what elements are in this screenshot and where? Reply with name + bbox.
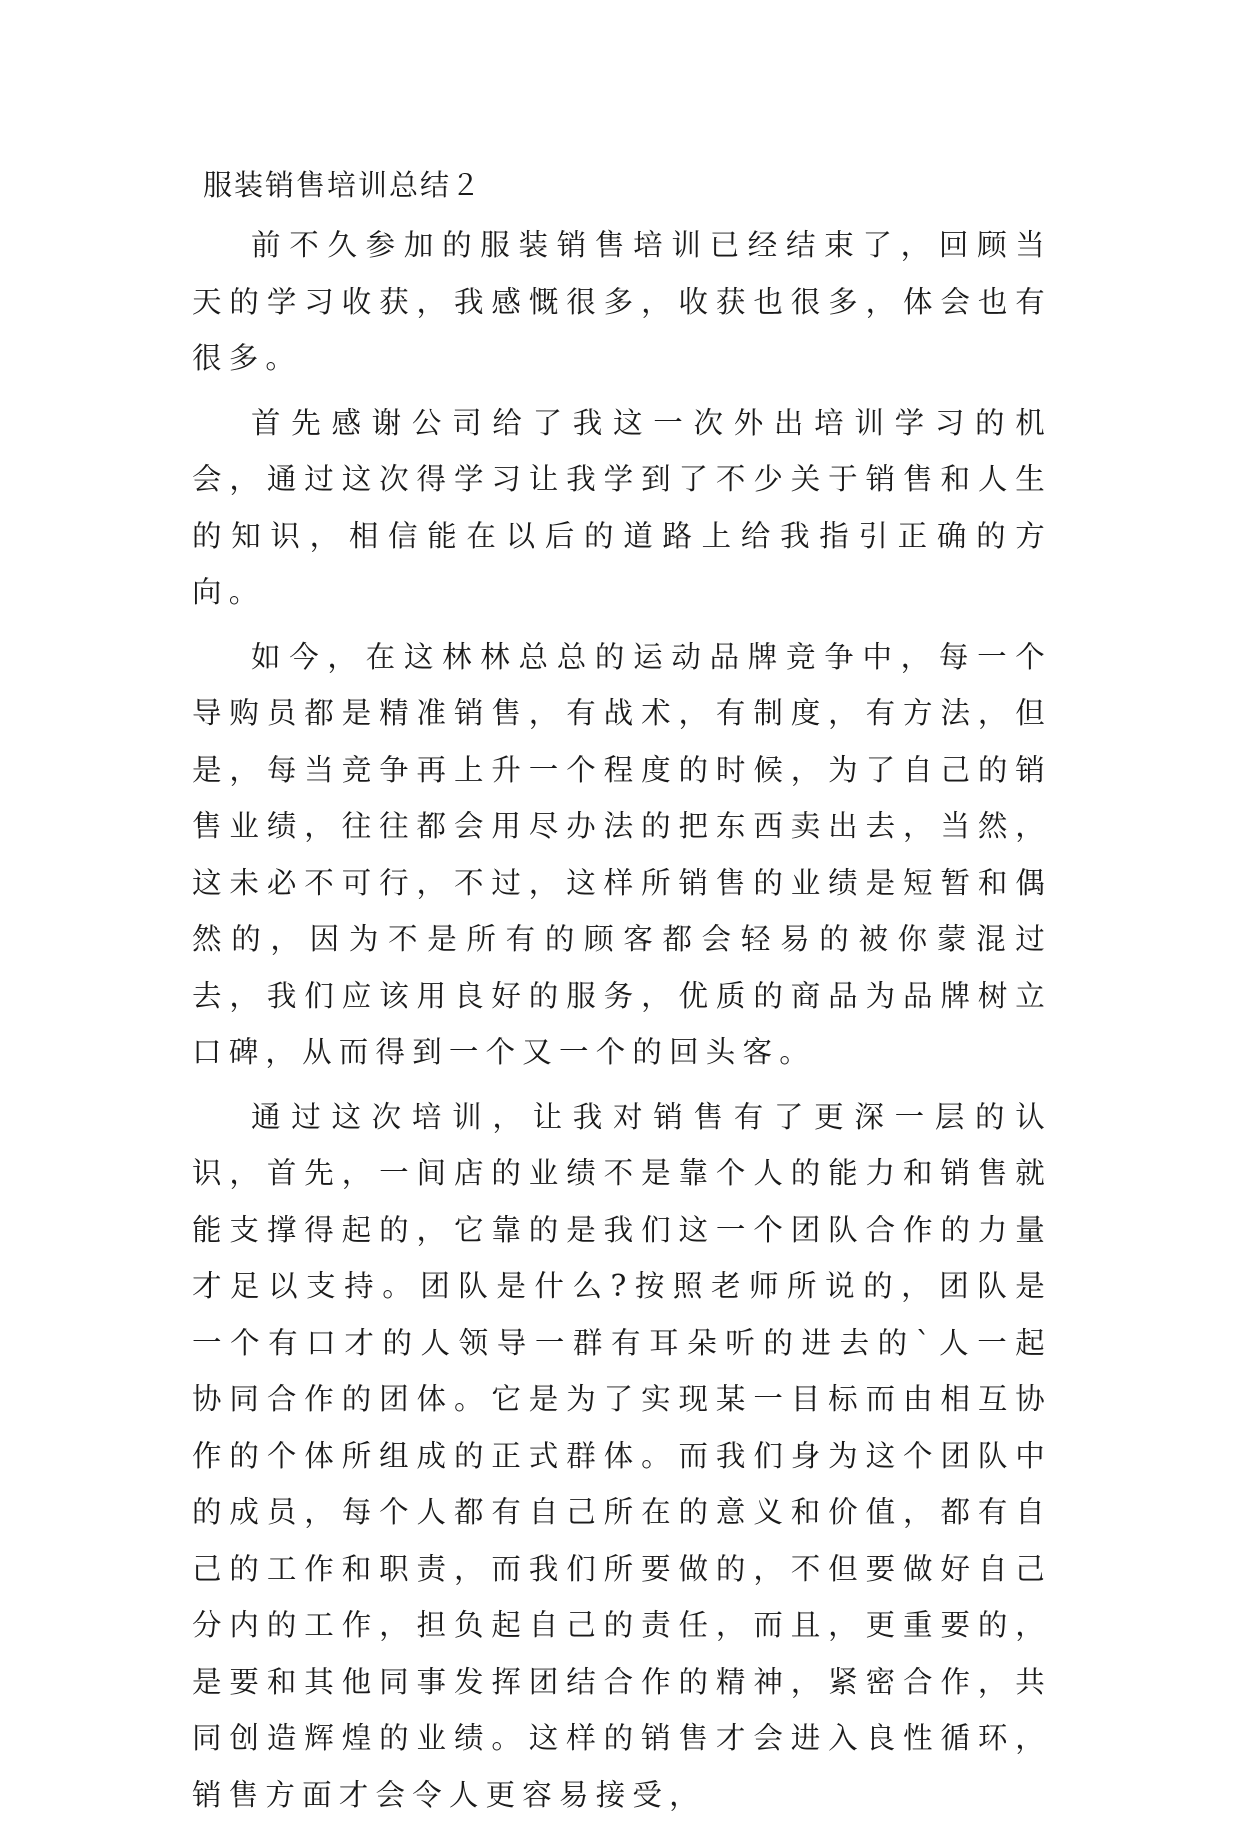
document-title: 服装销售培训总结２ bbox=[203, 168, 483, 202]
paragraph: 如今，在这林林总总的运动品牌竞争中，每一个导购员都是精准销售，有战术，有制度，有方法，但是，每当竞争再上升一个程度的时候，为了自己的销售业绩，往往都会用尽办法的把东西卖出去，当然，这未必不可行，不过，这样所销售的业绩是短暂和偶然的，因为不是所有的顾客都会轻易的被你蒙混过去，我们应该用良好的服务，优质的商品为品牌树立口碑，从而得到一个又一个的回头客。 bbox=[192, 639, 1052, 1069]
paragraph: 通过这次培训，让我对销售有了更深一层的认识，首先，一间店的业绩不是靠个人的能力和销售就能支撑得起的，它靠的是我们这一个团队合作的力量才足以支持。团队是什么?按照老师所说的，团队是一个有口才的人领导一群有耳朵听的进去的`人一起协同合作的团体。它是为了实现某一目标而由相互协作的个体所组成的正式群体。而我们身为这个团队中的成员，每个人都有自己所在的意义和价值，都有自己的工作和职责，而我们所要做的，不但要做好自己分内的工作，担负起自己的责任，而且，更重要的，是要和其他同事发挥团结合作的精神，紧密合作，共同创造辉煌的业绩。这样的销售才会进入良性循环，销售方面才会令人更容易接受， bbox=[192, 1099, 1052, 1812]
paragraph: 前不久参加的服装销售培训已经结束了，回顾当天的学习收获，我感慨很多，收获也很多，体会也有很多。 bbox=[192, 228, 1052, 375]
document-body bbox=[192, 217, 1052, 1831]
paragraph: 首先感谢公司给了我这一次外出培训学习的机会，通过这次得学习让我学到了不少关于销售和人生的知识，相信能在以后的道路上给我指引正确的方向。 bbox=[192, 405, 1052, 609]
